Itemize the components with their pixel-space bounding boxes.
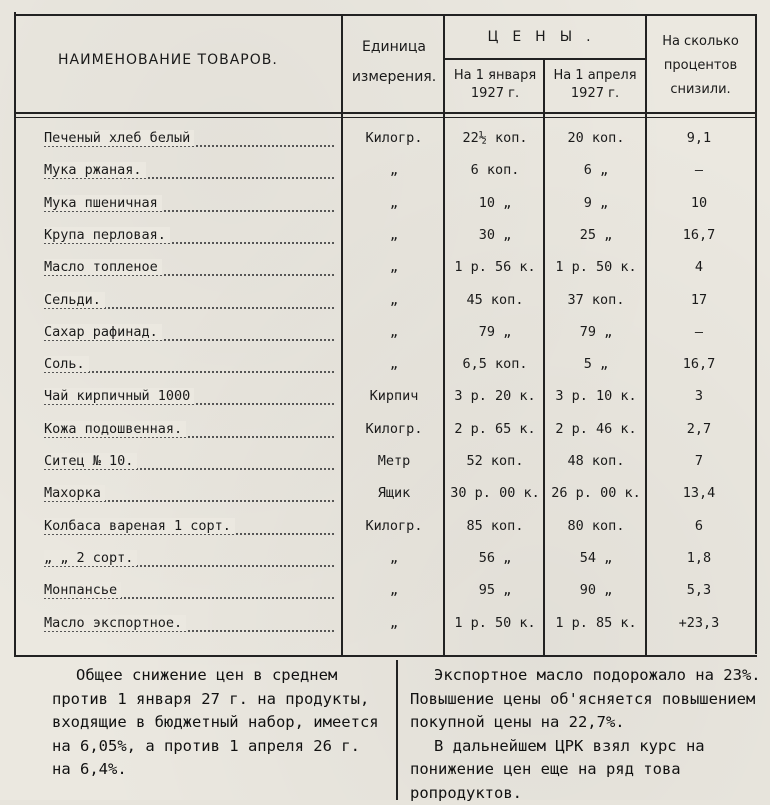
price-jan-cell: 45 коп.: [446, 292, 544, 308]
price-jan-cell: 1 р. 50 к.: [446, 615, 544, 631]
goods-name: Масло экспортное.: [44, 615, 186, 631]
unit-cell: Кирпич: [346, 388, 442, 404]
goods-name: Соль.: [44, 356, 89, 372]
price-apr-cell: 26 р. 00 к.: [547, 485, 645, 501]
footer-right-text-2: В дальнейшем ЦРК взял курс на понижение цен еще на ряд това ропродуктов.: [410, 735, 765, 805]
table-row: [0, 318, 770, 350]
unit-cell: „: [346, 195, 442, 211]
unit-cell: „: [346, 292, 442, 308]
price-jan-cell: 30 „: [446, 227, 544, 243]
price-jan-cell: 79 „: [446, 324, 544, 340]
percent-cell: 9,1: [650, 130, 748, 146]
unit-cell: „: [346, 259, 442, 275]
price-jan-cell: 6,5 коп.: [446, 356, 544, 372]
table-row: [0, 544, 770, 576]
price-jan-cell: 56 „: [446, 550, 544, 566]
goods-name: Чай кирпичный 1000: [44, 388, 194, 404]
percent-cell: 7: [650, 453, 748, 469]
unit-cell: „: [346, 356, 442, 372]
header-prices-rule: [443, 58, 646, 60]
table-row: [0, 286, 770, 318]
price-jan-cell: 85 коп.: [446, 518, 544, 534]
percent-cell: +23,3: [650, 615, 748, 631]
price-apr-cell: 6 „: [547, 162, 645, 178]
table-row: [0, 512, 770, 544]
footer-divider: [396, 660, 398, 800]
goods-name: Масло топленое: [44, 259, 162, 275]
header-goods-name: НАИМЕНОВАНИЕ ТОВАРОВ.: [58, 50, 278, 70]
price-apr-cell: 90 „: [547, 582, 645, 598]
price-apr-cell: 80 коп.: [547, 518, 645, 534]
percent-cell: 17: [650, 292, 748, 308]
table-row: [0, 576, 770, 608]
goods-name: Сахар рафинад.: [44, 324, 162, 340]
unit-cell: Килогр.: [346, 518, 442, 534]
percent-cell: 10: [650, 195, 748, 211]
goods-name: Монпансье: [44, 582, 121, 598]
footer-summary-left: [52, 664, 382, 782]
price-apr-cell: 1 р. 50 к.: [547, 259, 645, 275]
table-bottom-rule: [14, 655, 757, 657]
price-apr-cell: 20 коп.: [547, 130, 645, 146]
unit-cell: „: [346, 162, 442, 178]
price-apr-cell: 2 р. 46 к.: [547, 421, 645, 437]
unit-cell: Метр: [346, 453, 442, 469]
percent-cell: 16,7: [650, 227, 748, 243]
goods-name: Ситец № 10.: [44, 453, 137, 469]
goods-name: „ „ 2 сорт.: [44, 550, 137, 566]
header-percent: На сколько процентов снизили.: [648, 30, 753, 102]
table-row: [0, 189, 770, 221]
price-apr-cell: 5 „: [547, 356, 645, 372]
unit-cell: Килогр.: [346, 130, 442, 146]
price-jan-cell: 30 р. 00 к.: [446, 485, 544, 501]
header-apr: На 1 апреля 1927 г.: [546, 67, 644, 103]
price-apr-cell: 3 р. 10 к.: [547, 388, 645, 404]
percent-cell: —: [650, 324, 748, 340]
percent-cell: 3: [650, 388, 748, 404]
price-jan-cell: 95 „: [446, 582, 544, 598]
header-jan: На 1 января 1927 г.: [446, 67, 544, 103]
price-jan-cell: 22½ коп.: [446, 130, 544, 146]
percent-cell: 6: [650, 518, 748, 534]
unit-cell: „: [346, 324, 442, 340]
price-apr-cell: 1 р. 85 к.: [547, 615, 645, 631]
percent-cell: 16,7: [650, 356, 748, 372]
price-apr-cell: 79 „: [547, 324, 645, 340]
percent-cell: 13,4: [650, 485, 748, 501]
goods-name: Махорка: [44, 485, 105, 501]
footer-right-text-1: Экспортное масло подорожало на 23%. Повышение цены об'ясняется повышением покупной цены на 22,7%.: [410, 664, 765, 735]
footer-left-text: Общее снижение цен в среднем против 1 января 27 г. на продукты, входящие в бюджетный набор, имеется на 6,05%, а против 1 апреля 26 г. на 6,4%.: [52, 664, 382, 782]
goods-name: Сельди.: [44, 292, 105, 308]
percent-cell: 2,7: [650, 421, 748, 437]
goods-name: Мука пшеничная: [44, 195, 162, 211]
unit-cell: „: [346, 615, 442, 631]
unit-cell: Ящик: [346, 485, 442, 501]
header-prices: ЦЕНЫ.: [446, 27, 646, 47]
goods-name: Колбаса вареная 1 сорт.: [44, 518, 235, 534]
table-row: [0, 253, 770, 285]
table-row: [0, 609, 770, 641]
unit-cell: „: [346, 227, 442, 243]
footer-summary-right: [410, 664, 765, 805]
goods-name: Крупа перловая.: [44, 227, 170, 243]
price-apr-cell: 9 „: [547, 195, 645, 211]
goods-name: Мука ржаная.: [44, 162, 146, 178]
price-jan-cell: 6 коп.: [446, 162, 544, 178]
header-unit: Единица: [345, 37, 443, 57]
table-row: [0, 221, 770, 253]
unit-cell: „: [346, 582, 442, 598]
price-jan-cell: 1 р. 56 к.: [446, 259, 544, 275]
header-bottom-rule: [14, 112, 757, 114]
price-jan-cell: 2 р. 65 к.: [446, 421, 544, 437]
header-unit-measure: измерения.: [345, 67, 443, 87]
table-row: [0, 382, 770, 414]
price-apr-cell: 54 „: [547, 550, 645, 566]
price-jan-cell: 52 коп.: [446, 453, 544, 469]
goods-name: Печеный хлеб белый: [44, 130, 194, 146]
table-row: [0, 156, 770, 188]
unit-cell: Килогр.: [346, 421, 442, 437]
price-jan-cell: 3 р. 20 к.: [446, 388, 544, 404]
table-row: [0, 124, 770, 156]
percent-cell: 5,3: [650, 582, 748, 598]
percent-cell: 4: [650, 259, 748, 275]
table-row: [0, 415, 770, 447]
table-row: [0, 479, 770, 511]
goods-name: Кожа подошвенная.: [44, 421, 186, 437]
price-apr-cell: 37 коп.: [547, 292, 645, 308]
table-row: [0, 350, 770, 382]
unit-cell: „: [346, 550, 442, 566]
price-jan-cell: 10 „: [446, 195, 544, 211]
price-apr-cell: 25 „: [547, 227, 645, 243]
header-top-rule: [14, 14, 757, 16]
percent-cell: 1,8: [650, 550, 748, 566]
price-apr-cell: 48 коп.: [547, 453, 645, 469]
table-row: [0, 447, 770, 479]
percent-cell: —: [650, 162, 748, 178]
header-bottom-rule-2: [14, 117, 757, 118]
